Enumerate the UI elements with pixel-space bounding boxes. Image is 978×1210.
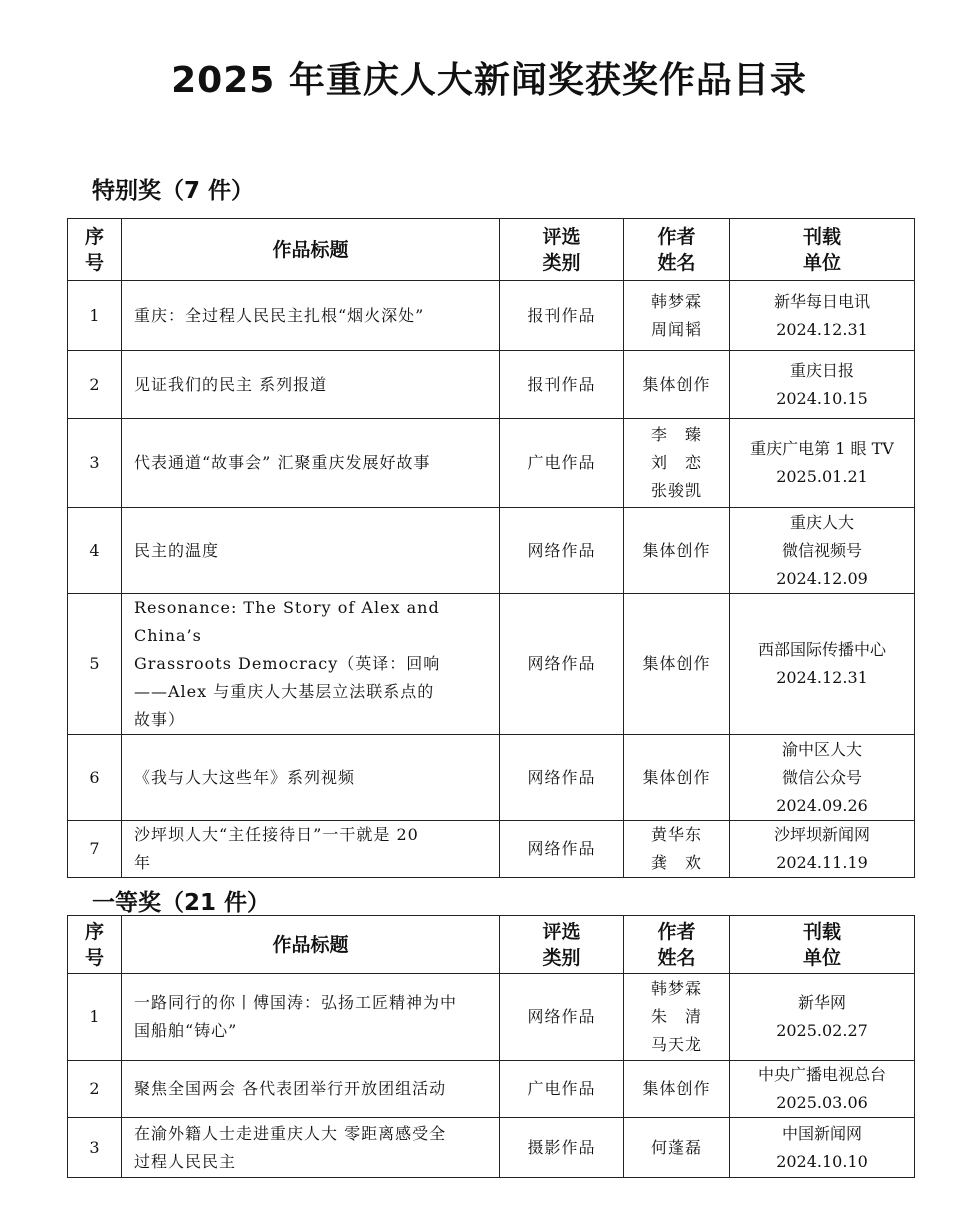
- work-category: 报刊作品: [500, 351, 624, 419]
- table-header-row: [68, 219, 915, 281]
- work-title: [122, 821, 500, 878]
- author-name: 周闻韬: [650, 319, 702, 339]
- publisher-line: 2024.11.19: [776, 853, 868, 872]
- publisher-line: 西部国际传播中心: [757, 640, 886, 659]
- header-author-line: 姓名: [657, 251, 696, 274]
- row-index: 1: [68, 974, 122, 1061]
- work-title: [122, 508, 500, 594]
- table-row: [68, 419, 915, 508]
- header-author-line: 作者: [657, 225, 696, 248]
- header-author: [624, 219, 730, 281]
- table-row: [68, 1061, 915, 1118]
- author-name: 集体创作: [642, 540, 711, 560]
- publisher-line: 2025.03.06: [776, 1093, 868, 1112]
- work-category: 网络作品: [500, 735, 624, 821]
- table-header-row: [68, 916, 915, 974]
- work-publisher: [730, 594, 915, 735]
- publisher-line: 重庆广电第 1 眼 TV: [750, 439, 894, 458]
- header-index: [68, 219, 122, 281]
- work-title-line: 见证我们的民主 系列报道: [134, 374, 328, 394]
- publisher-line: 新华网: [797, 993, 846, 1012]
- header-author-line: 作者: [657, 920, 696, 943]
- publisher-line: 2024.10.15: [776, 388, 868, 408]
- page-title: 2025 年重庆人大新闻奖获奖作品目录: [171, 60, 807, 101]
- publisher-line: 2024.12.31: [776, 668, 868, 687]
- work-authors: [624, 735, 730, 821]
- author-name: 集体创作: [642, 374, 711, 394]
- work-category: 摄影作品: [500, 1118, 624, 1178]
- work-category: 广电作品: [500, 419, 624, 508]
- header-category-line: 类别: [542, 946, 581, 969]
- award-table: [67, 915, 915, 1178]
- work-publisher: [730, 1061, 915, 1118]
- table-row: [68, 735, 915, 821]
- work-title: [122, 1061, 500, 1118]
- publisher-line: 重庆日报: [789, 360, 854, 380]
- work-title: [122, 281, 500, 351]
- header-category: [500, 219, 624, 281]
- publisher-line: 2024.09.26: [776, 795, 868, 815]
- award-table: [67, 218, 915, 878]
- author-name: 李 臻: [650, 425, 702, 444]
- work-authors: [624, 508, 730, 594]
- table-row: [68, 594, 915, 735]
- header-index-line: 号: [84, 946, 104, 969]
- row-index: 4: [68, 508, 122, 594]
- table-row: [68, 974, 915, 1061]
- publisher-line: 新华每日电讯: [773, 291, 870, 311]
- header-author: [624, 916, 730, 974]
- work-title-line: 民主的温度: [134, 540, 220, 560]
- table-row: [68, 351, 915, 419]
- row-index: 2: [68, 1061, 122, 1118]
- publisher-line: 中国新闻网: [781, 1123, 862, 1143]
- work-title-line: ——Alex 与重庆人大基层立法联系点的: [134, 682, 435, 701]
- work-category: 广电作品: [500, 1061, 624, 1118]
- work-title: [122, 735, 500, 821]
- author-name: 马天龙: [650, 1035, 702, 1054]
- publisher-line: 2024.12.09: [776, 568, 868, 588]
- work-publisher: [730, 974, 915, 1061]
- publisher-line: 中央广播电视总台: [757, 1065, 886, 1084]
- work-publisher: [730, 281, 915, 351]
- header-index-line: 序: [84, 225, 104, 248]
- publisher-line: 渝中区人大: [781, 739, 862, 759]
- row-index: 7: [68, 821, 122, 878]
- work-title-line: Resonance: The Story of Alex and China’s: [134, 598, 440, 645]
- table-row: [68, 508, 915, 594]
- author-name: 集体创作: [642, 654, 711, 673]
- work-title: [122, 594, 500, 735]
- header-category-line: 评选: [542, 920, 581, 943]
- work-authors: [624, 281, 730, 351]
- author-name: 何蓬磊: [650, 1137, 702, 1157]
- header-publisher-line: 刊载: [802, 225, 841, 248]
- work-authors: [624, 419, 730, 508]
- work-category: 网络作品: [500, 508, 624, 594]
- publisher-line: 微信视频号: [781, 540, 862, 560]
- row-index: 3: [68, 1118, 122, 1178]
- work-category: 网络作品: [500, 974, 624, 1061]
- work-title: [122, 1118, 500, 1178]
- header-publisher-line: 单位: [802, 251, 841, 274]
- header-publisher-line: 单位: [802, 946, 841, 969]
- header-category-line: 评选: [542, 225, 581, 248]
- work-publisher: [730, 508, 915, 594]
- table-row: [68, 1118, 915, 1178]
- table-row: [68, 821, 915, 878]
- work-publisher: [730, 735, 915, 821]
- work-title: [122, 351, 500, 419]
- author-name: 集体创作: [642, 767, 711, 787]
- author-name: 张骏凯: [650, 481, 702, 500]
- work-authors: [624, 974, 730, 1061]
- author-name: 黄华东: [650, 825, 702, 844]
- author-name: 刘 恋: [650, 453, 702, 472]
- work-title-line: 故事）: [134, 710, 186, 729]
- work-title: [122, 974, 500, 1061]
- work-publisher: [730, 1118, 915, 1178]
- table-row: [68, 281, 915, 351]
- publisher-line: 2024.10.10: [776, 1151, 868, 1171]
- work-title-line: 聚焦全国两会 各代表团举行开放团组活动: [134, 1079, 447, 1098]
- work-title-line: 国船舶“铸心”: [134, 1021, 238, 1040]
- publisher-line: 微信公众号: [781, 767, 862, 787]
- author-name: 韩梦霖: [650, 291, 702, 311]
- work-publisher: [730, 419, 915, 508]
- work-title-line: 重庆：全过程人民民主扎根“烟火深处”: [134, 305, 425, 325]
- header-publisher: [730, 916, 915, 974]
- work-title-line: 在渝外籍人士走进重庆人大 零距离感受全: [134, 1123, 447, 1143]
- work-authors: [624, 821, 730, 878]
- row-index: 6: [68, 735, 122, 821]
- section-heading: 一等奖（21 件）: [92, 890, 271, 916]
- work-authors: [624, 1061, 730, 1118]
- header-title: 作品标题: [122, 219, 500, 281]
- work-title-line: 代表通道“故事会” 汇聚重庆发展好故事: [134, 453, 431, 472]
- publisher-line: 2025.01.21: [776, 467, 868, 486]
- author-name: 集体创作: [642, 1079, 711, 1098]
- work-category: 报刊作品: [500, 281, 624, 351]
- author-name: 韩梦霖: [650, 979, 702, 998]
- header-index-line: 序: [84, 920, 104, 943]
- publisher-line: 2024.12.31: [776, 319, 868, 339]
- work-authors: [624, 351, 730, 419]
- header-author-line: 姓名: [657, 946, 696, 969]
- work-publisher: [730, 351, 915, 419]
- work-title-line: 沙坪坝人大“主任接待日”一干就是 20: [134, 825, 419, 844]
- section-heading: 特别奖（7 件）: [92, 178, 255, 204]
- work-category: 网络作品: [500, 594, 624, 735]
- work-title-line: 一路同行的你丨傅国涛：弘扬工匠精神为中: [134, 993, 458, 1012]
- header-publisher-line: 刊载: [802, 920, 841, 943]
- header-category-line: 类别: [542, 251, 581, 274]
- row-index: 3: [68, 419, 122, 508]
- work-title-line: 《我与人大这些年》系列视频: [134, 767, 356, 787]
- row-index: 1: [68, 281, 122, 351]
- row-index: 5: [68, 594, 122, 735]
- publisher-line: 重庆人大: [789, 512, 854, 532]
- work-title-line: 过程人民民主: [134, 1151, 237, 1171]
- author-name: 龚 欢: [650, 853, 702, 872]
- header-title: 作品标题: [122, 916, 500, 974]
- work-title-line: 年: [134, 853, 152, 872]
- header-index: [68, 916, 122, 974]
- work-title: [122, 419, 500, 508]
- work-authors: [624, 594, 730, 735]
- header-category: [500, 916, 624, 974]
- header-index-line: 号: [84, 251, 104, 274]
- work-title-line: Grassroots Democracy（英译：回响: [134, 654, 441, 673]
- header-publisher: [730, 219, 915, 281]
- work-publisher: [730, 821, 915, 878]
- row-index: 2: [68, 351, 122, 419]
- work-authors: [624, 1118, 730, 1178]
- publisher-line: 2025.02.27: [776, 1021, 868, 1040]
- author-name: 朱 清: [650, 1007, 702, 1026]
- publisher-line: 沙坪坝新闻网: [773, 825, 870, 844]
- work-category: 网络作品: [500, 821, 624, 878]
